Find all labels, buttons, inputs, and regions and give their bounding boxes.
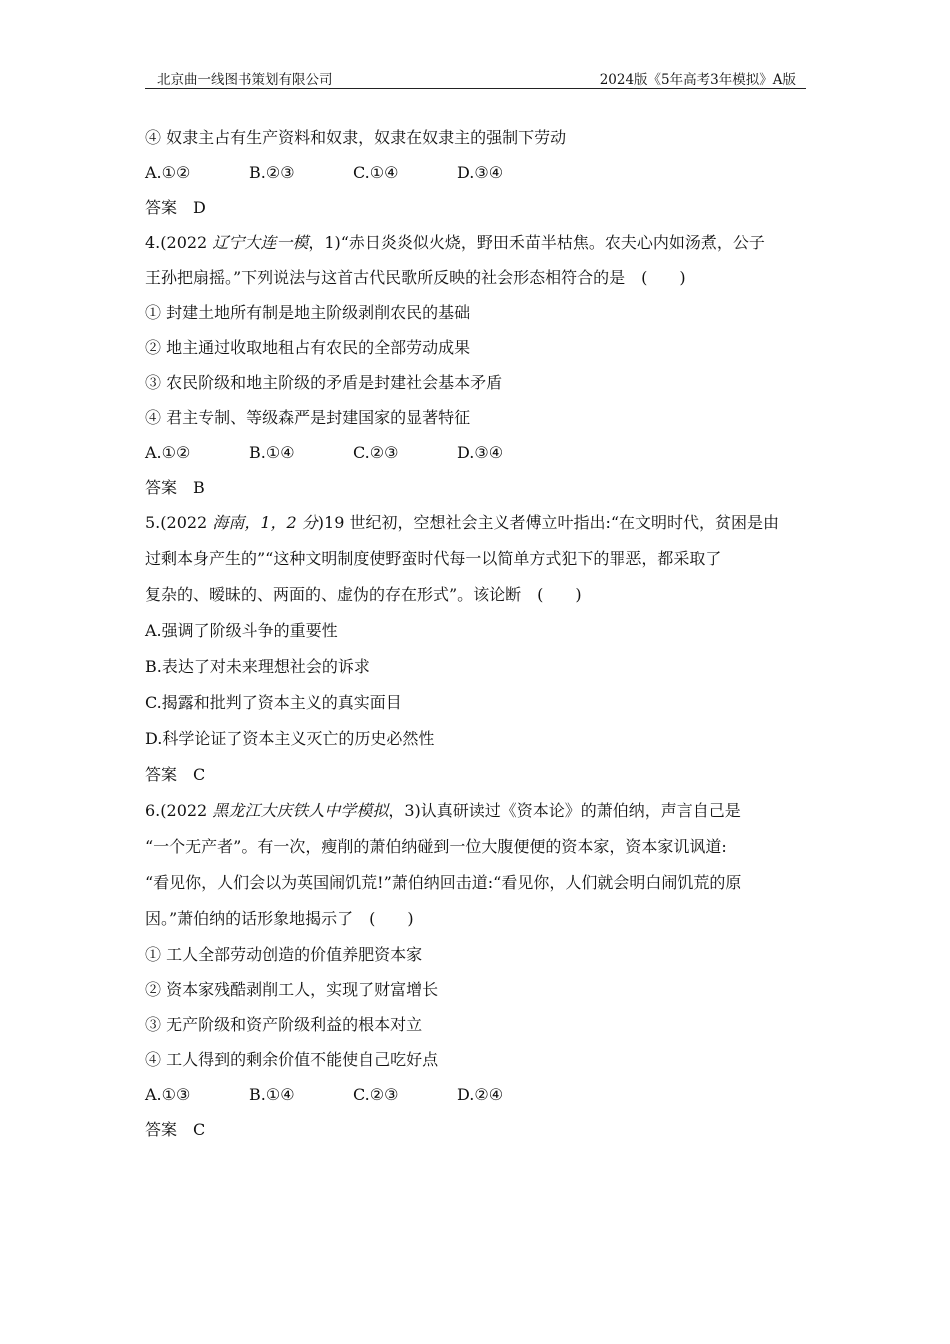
- q4-option-d: D.③④: [457, 443, 504, 462]
- q3-option-b: B.②③: [249, 163, 295, 182]
- q3-option-a: A.①②: [145, 163, 191, 182]
- q6-stem-line-1: [145, 793, 810, 829]
- q3-option-c: C.①④: [353, 163, 399, 182]
- q4-stem-text: ，1)“赤日炎炎似火烧，野田禾苗半枯焦。农夫心内如汤煮，公子: [308, 233, 765, 252]
- document-body: [145, 120, 810, 1147]
- q6-stem-line-3: “看见你，人们会以为英国闹饥荒!”萧伯纳回击道:“看见你，人们就会明白闹饥荒的原: [145, 873, 742, 892]
- q4-number: 4.(2022: [145, 233, 208, 252]
- page-header: [145, 66, 806, 89]
- q5-stem-text: )19 世纪初，空想社会主义者傅立叶指出:“在文明时代，贫困是由: [317, 513, 780, 532]
- q6-option-c: C.②③: [353, 1085, 399, 1104]
- q6-stem-line-2: “一个无产者”。有一次，瘦削的萧伯纳碰到一位大腹便便的资本家，资本家讥讽道:: [145, 837, 727, 856]
- q5-option-c: C.揭露和批判了资本主义的真实面目: [145, 693, 402, 712]
- q4-option-a: A.①②: [145, 443, 191, 462]
- q4-item-3: ③ 农民阶级和地主阶级的矛盾是封建社会基本矛盾: [145, 373, 503, 392]
- q6-item-4: ④ 工人得到的剩余价值不能使自己吃好点: [145, 1050, 439, 1069]
- q5-option-a: A.强调了阶级斗争的重要性: [145, 621, 338, 640]
- book-edition: 2024版《5年高考3年模拟》A版: [599, 72, 796, 88]
- q4-stem-line-2: 王孙把扇摇。”下列说法与这首古代民歌所反映的社会形态相符合的是 ( ): [145, 268, 686, 287]
- q6-option-a: A.①③: [145, 1085, 191, 1104]
- q4-item-4: ④ 君主专制、等级森严是封建国家的显著特征: [145, 408, 471, 427]
- q6-stem-text: ，3)认真研读过《资本论》的萧伯纳，声言自己是: [388, 801, 741, 820]
- q3-options: [145, 155, 810, 190]
- q3-item-4: ④ 奴隶主占有生产资料和奴隶，奴隶在奴隶主的强制下劳动: [145, 128, 567, 147]
- q6-item-1: ① 工人全部劳动创造的价值养肥资本家: [145, 945, 423, 964]
- q6-item-3: ③ 无产阶级和资产阶级利益的根本对立: [145, 1015, 423, 1034]
- q5-stem-line-3: 复杂的、暧昧的、两面的、虚伪的存在形式”。该论断 ( ): [145, 585, 582, 604]
- q5-stem-line-1: [145, 505, 810, 541]
- q5-option-b: B.表达了对未来理想社会的诉求: [145, 657, 370, 676]
- q6-item-2: ② 资本家残酷剥削工人，实现了财富增长: [145, 980, 439, 999]
- q5-source: 海南，1，2 分: [207, 513, 318, 532]
- q6-option-b: B.①④: [249, 1085, 295, 1104]
- q6-source: 黑龙江大庆铁人中学模拟: [207, 801, 389, 820]
- q3-option-d: D.③④: [457, 163, 504, 182]
- q4-answer: 答案 B: [145, 478, 205, 497]
- q3-answer: 答案 D: [145, 198, 206, 217]
- q6-number: 6.(2022: [145, 801, 208, 820]
- q5-number: 5.(2022: [145, 513, 208, 532]
- q6-answer: 答案 C: [145, 1120, 206, 1139]
- q4-stem-line-1: [145, 225, 810, 260]
- q4-option-b: B.①④: [249, 443, 295, 462]
- q5-stem-line-2: 过剩本身产生的”“这种文明制度使野蛮时代每一以简单方式犯下的罪恶，都采取了: [145, 549, 722, 568]
- q4-option-c: C.②③: [353, 443, 399, 462]
- q6-options: [145, 1077, 810, 1112]
- q4-item-1: ① 封建土地所有制是地主阶级剥削农民的基础: [145, 303, 471, 322]
- q5-option-d: D.科学论证了资本主义灭亡的历史必然性: [145, 729, 435, 748]
- q4-source: 辽宁大连一模: [207, 233, 309, 252]
- q4-options: [145, 435, 810, 470]
- q6-option-d: D.②④: [457, 1085, 504, 1104]
- q5-answer: 答案 C: [145, 765, 206, 784]
- publisher-name: 北京曲一线图书策划有限公司: [157, 72, 333, 88]
- q6-stem-line-4: 因。”萧伯纳的话形象地揭示了 ( ): [145, 909, 414, 928]
- q4-item-2: ② 地主通过收取地租占有农民的全部劳动成果: [145, 338, 471, 357]
